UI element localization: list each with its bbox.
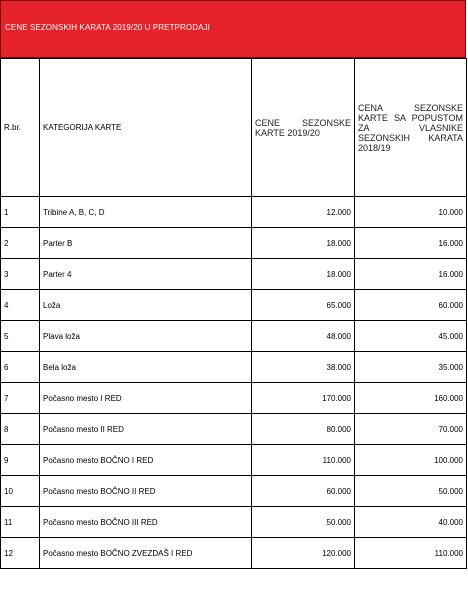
cell-category: Počasno mesto BOČNO I RED bbox=[40, 445, 252, 476]
cell-rbr: 9 bbox=[1, 445, 40, 476]
cell-price: 50.000 bbox=[252, 507, 355, 538]
cell-category: Bela loža bbox=[40, 352, 252, 383]
table-row bbox=[1, 445, 467, 476]
table-row bbox=[1, 383, 467, 414]
cell-price: 60.000 bbox=[252, 476, 355, 507]
cell-rbr: 7 bbox=[1, 383, 40, 414]
table-row bbox=[1, 228, 467, 259]
page-title: CENE SEZONSKIH KARATA 2019/20 U PRETPRODAJI bbox=[5, 23, 210, 32]
header-discount bbox=[355, 59, 467, 197]
header-price-text: CENE SEZONSKE KARTE 2019/20 bbox=[255, 117, 351, 138]
cell-price: 110.000 bbox=[252, 445, 355, 476]
cell-discount: 16.000 bbox=[355, 259, 467, 290]
table-row bbox=[1, 414, 467, 445]
cell-rbr: 11 bbox=[1, 507, 40, 538]
cell-price: 65.000 bbox=[252, 290, 355, 321]
cell-discount: 60.000 bbox=[355, 290, 467, 321]
cell-price: 18.000 bbox=[252, 228, 355, 259]
cell-price: 18.000 bbox=[252, 259, 355, 290]
cell-category: Parter 4 bbox=[40, 259, 252, 290]
cell-rbr: 3 bbox=[1, 259, 40, 290]
header-rbr: R.br. bbox=[1, 59, 40, 197]
cell-price: 170.000 bbox=[252, 383, 355, 414]
cell-category: Počasno mesto II RED bbox=[40, 414, 252, 445]
cell-rbr: 10 bbox=[1, 476, 40, 507]
table-row bbox=[1, 197, 467, 228]
cell-category: Plava loža bbox=[40, 321, 252, 352]
cell-price: 38.000 bbox=[252, 352, 355, 383]
cell-category: Parter B bbox=[40, 228, 252, 259]
cell-rbr: 5 bbox=[1, 321, 40, 352]
header-price bbox=[252, 59, 355, 197]
cell-discount: 16.000 bbox=[355, 228, 467, 259]
cell-category: Počasno mesto BOČNO III RED bbox=[40, 507, 252, 538]
cell-discount: 10.000 bbox=[355, 197, 467, 228]
cell-rbr: 6 bbox=[1, 352, 40, 383]
cell-price: 48.000 bbox=[252, 321, 355, 352]
cell-price: 80.000 bbox=[252, 414, 355, 445]
cell-rbr: 2 bbox=[1, 228, 40, 259]
table-row bbox=[1, 507, 467, 538]
cell-category: Loža bbox=[40, 290, 252, 321]
title-bar bbox=[0, 0, 466, 58]
table-row bbox=[1, 476, 467, 507]
cell-rbr: 4 bbox=[1, 290, 40, 321]
cell-discount: 160.000 bbox=[355, 383, 467, 414]
cell-rbr: 8 bbox=[1, 414, 40, 445]
cell-discount: 70.000 bbox=[355, 414, 467, 445]
cell-category: Tribine A, B, C, D bbox=[40, 197, 252, 228]
price-table bbox=[0, 58, 467, 569]
cell-rbr: 1 bbox=[1, 197, 40, 228]
table-row bbox=[1, 538, 467, 569]
table-row bbox=[1, 321, 467, 352]
cell-discount: 45.000 bbox=[355, 321, 467, 352]
table-row bbox=[1, 290, 467, 321]
table-row bbox=[1, 352, 467, 383]
cell-discount: 100.000 bbox=[355, 445, 467, 476]
cell-discount: 40.000 bbox=[355, 507, 467, 538]
cell-discount: 50.000 bbox=[355, 476, 467, 507]
cell-rbr: 12 bbox=[1, 538, 40, 569]
cell-discount: 35.000 bbox=[355, 352, 467, 383]
cell-category: Počasno mesto BOČNO II RED bbox=[40, 476, 252, 507]
table-row bbox=[1, 259, 467, 290]
cell-price: 120.000 bbox=[252, 538, 355, 569]
cell-price: 12.000 bbox=[252, 197, 355, 228]
cell-category: Počasno mesto I RED bbox=[40, 383, 252, 414]
cell-discount: 110.000 bbox=[355, 538, 467, 569]
header-discount-text: CENA SEZONSKE KARTE SA POPUSTOM ZA VLASNIKE SEZONSKIH KARATA 2018/19 bbox=[358, 102, 463, 153]
header-category: KATEGORIJA KARTE bbox=[40, 59, 252, 197]
cell-category: Počasno mesto BOČNO ZVEZDAŠ I RED bbox=[40, 538, 252, 569]
header-row bbox=[1, 59, 467, 197]
